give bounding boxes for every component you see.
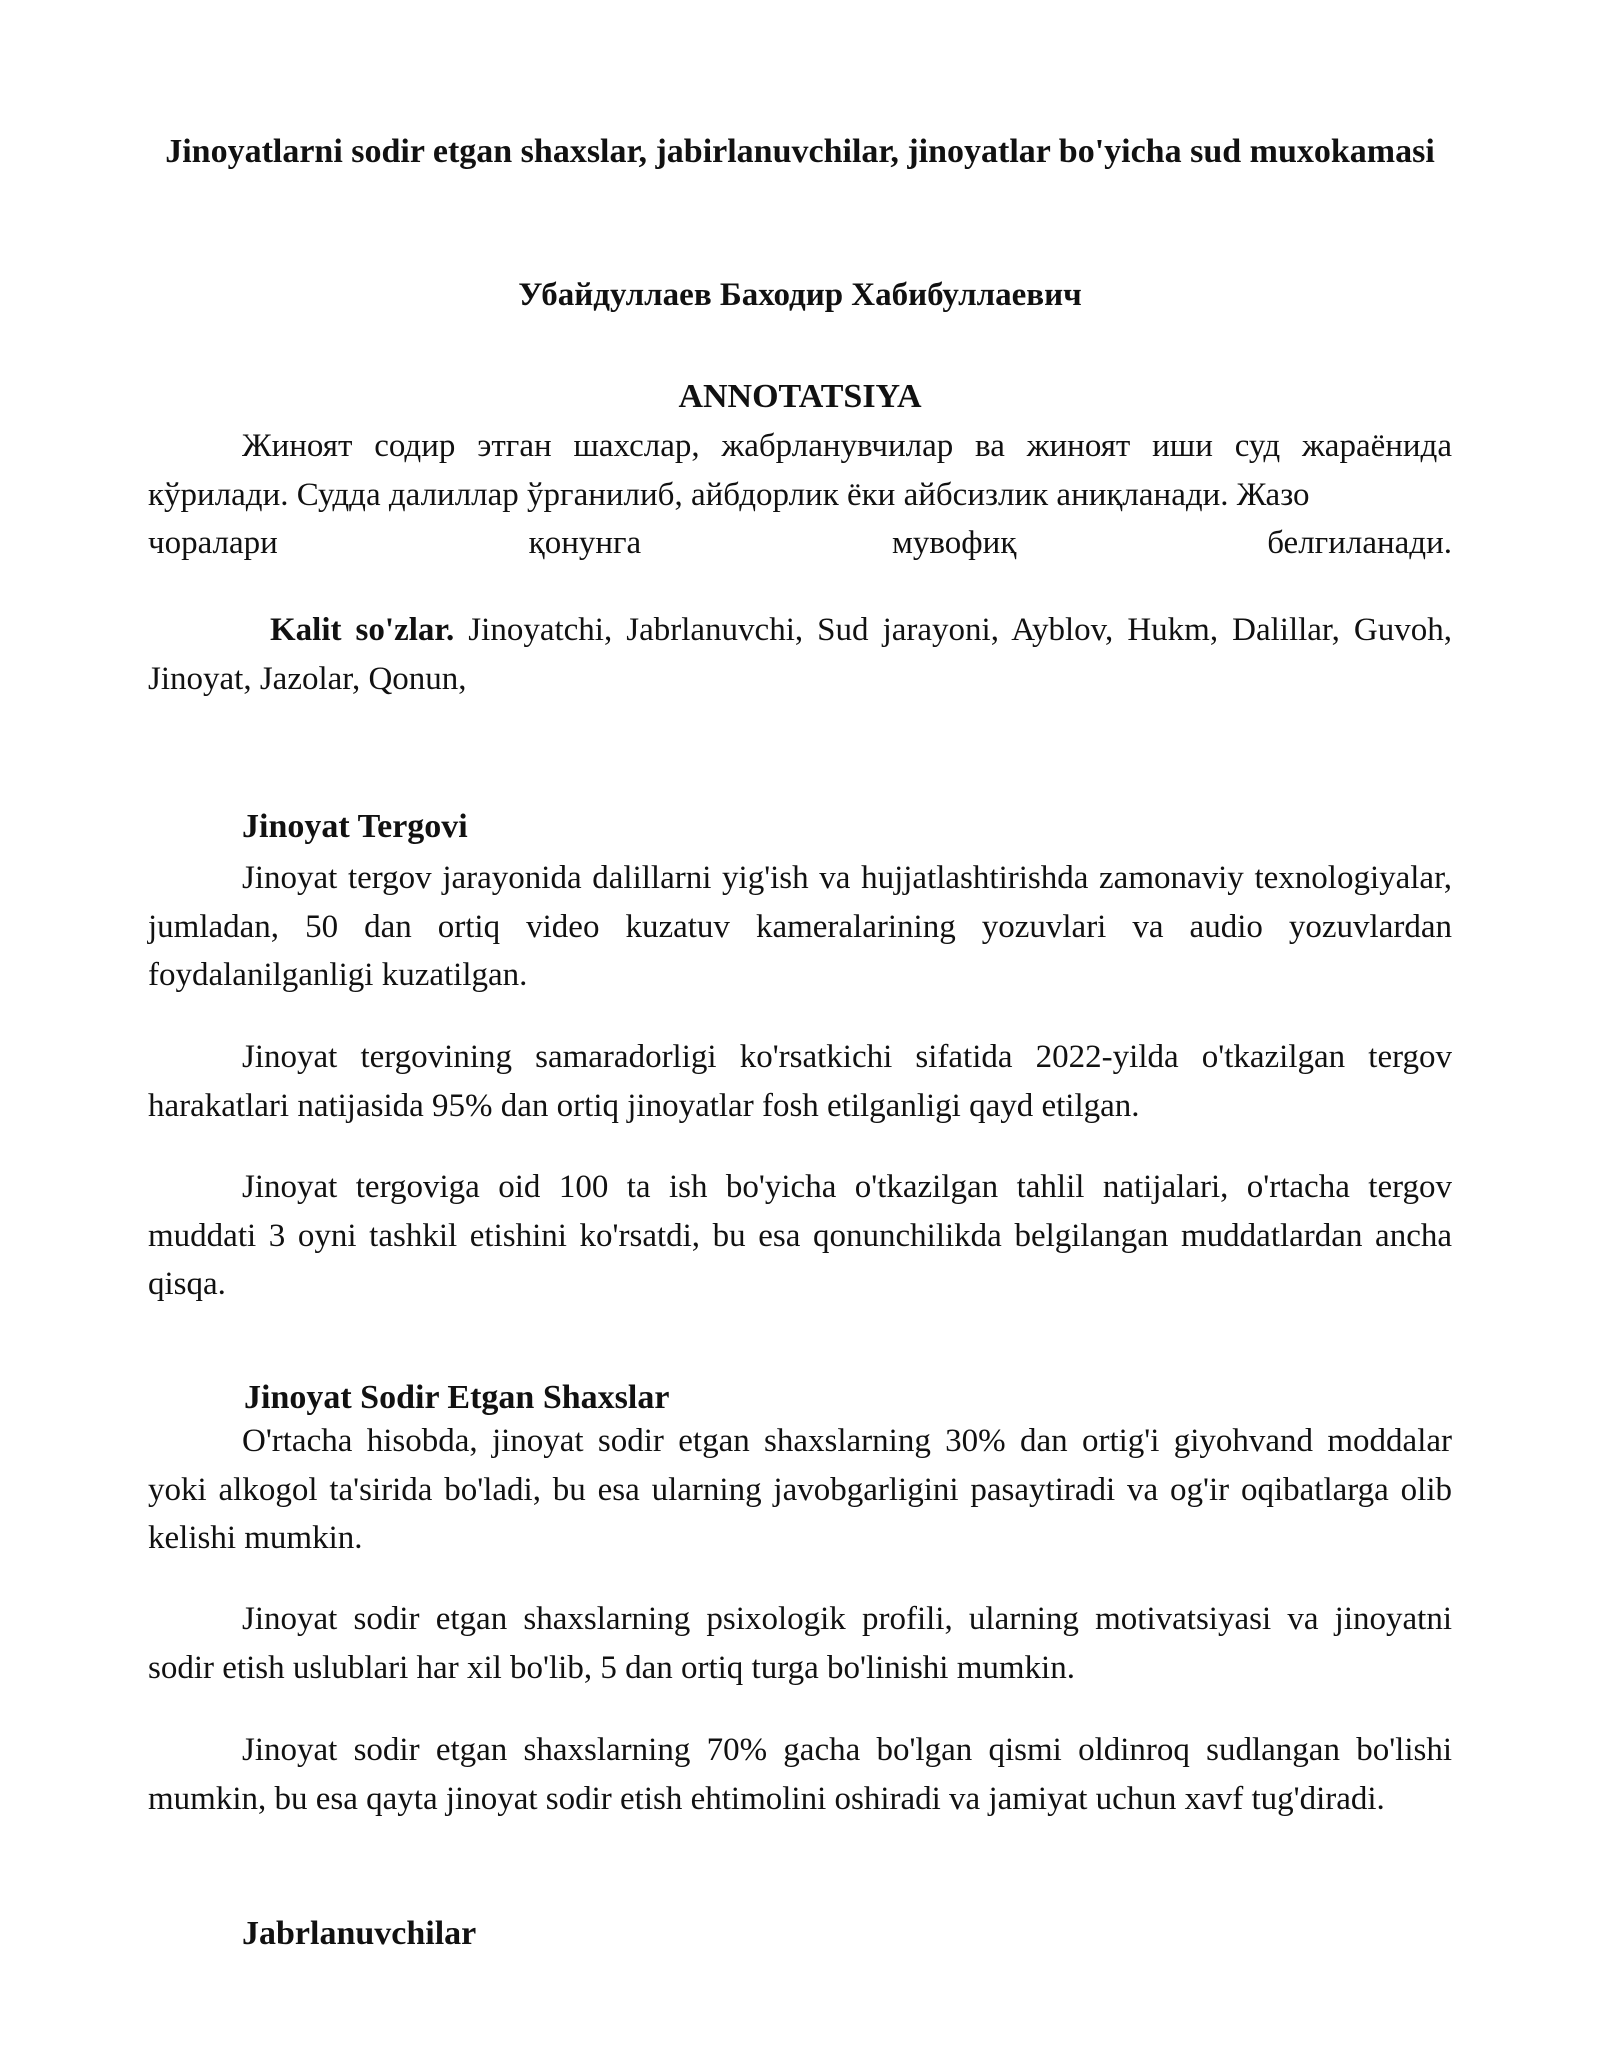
section-heading-jinoyat-tergovi: Jinoyat Tergovi [242,808,468,845]
keywords-paragraph [148,606,1452,703]
paragraph: Jinoyat tergoviga oid 100 ta ish bo'yicha o'tkazilgan tahlil natijalari, o'rtacha tergov muddati 3 oyni tashkil etishini ko'rsatdi, bu esa qonunchilikda belgilangan muddatlardan ancha qisqa. [148,1169,1452,1302]
document-title: Jinoyatlarni sodir etgan shaxslar, jabirlanuvchilar, jinoyatlar bo'yicha sud muxokamasi [165,133,1435,170]
section-heading-jinoyat-sodir-etgan-shaxslar: Jinoyat Sodir Etgan Shaxslar [244,1379,670,1416]
paragraph: Jinoyat sodir etgan shaxslarning 70% gacha bo'lgan qismi oldinroq sudlangan bo'lishi mumkin, bu esa qayta jinoyat sodir etish ehtimolini oshiradi va jamiyat uchun xavf tug'diradi. [148,1732,1452,1817]
annotation-heading: ANNOTATSIYA [678,378,922,415]
section-heading-jabrlanuvchilar: Jabrlanuvchilar [242,1915,477,1952]
keywords-list: Jinoyatchi, Jabrlanuvchi, Sud jarayoni, Ayblov, Hukm, Dalillar, Guvoh, Jinoyat, Jazolar, Qonun, [148,612,1452,697]
keywords-label: Kalit so'zlar. [270,612,455,648]
annotation-text-last-line: чоралари қонунга мувофиқ белгиланади. [148,525,1452,561]
annotation-text: Жиноят содир этган шахслар, жабрланувчилар ва жиноят иши суд жараёнида кўрилади. Судда далиллар ўрганилиб, айбдорлик ёки айбсизлик аниқланади. Жазо [148,428,1452,513]
author-name: Убайдуллаев Баходир Хабибуллаевич [518,277,1082,313]
paragraph: Jinoyat tergov jarayonida dalillarni yig'ish va hujjatlashtirishda zamonaviy texnologiyalar, jumladan, 50 dan ortiq video kuzatuv kameralarining yozuvlari va audio yozuvlardan foydalanilganligi kuzatilgan. [148,860,1452,993]
paragraph: Jinoyat tergovining samaradorligi ko'rsatkichi sifatida 2022-yilda o'tkazilgan tergov harakatlari natijasida 95% dan ortiq jinoyatlar fosh etilganligi qayd etilgan. [148,1039,1452,1124]
paragraph: Jinoyat sodir etgan shaxslarning psixologik profili, ularning motivatsiyasi va jinoyatni sodir etish uslublari har xil bo'lib, 5 dan ortiq turga bo'linishi mumkin. [148,1601,1452,1686]
paragraph: O'rtacha hisobda, jinoyat sodir etgan shaxslarning 30% dan ortig'i giyohvand moddalar yoki alkogol ta'sirida bo'ladi, bu esa ularning javobgarligini pasaytiradi va og'ir oqibatlarga olib kelishi mumkin. [148,1423,1452,1556]
